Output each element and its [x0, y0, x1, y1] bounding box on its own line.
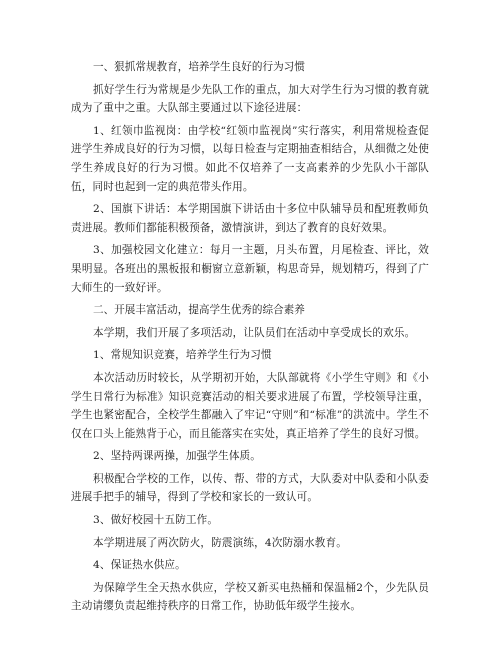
paragraph: 本学期，我们开展了多项活动，让队员们在活动中享受成长的欢乐。 — [93, 326, 416, 339]
subheading: 2、坚持两课两操，加强学生体质。 — [93, 450, 262, 463]
paragraph: 3、加强校园文化建立：每月一主题，月头布置，月尾检查、评比，效果明显。各班出的黑板报和橱窗立意新颖，构思奇异，规划精巧，得到了广大师生的一致好评。 — [71, 244, 429, 294]
subheading: 1、常规知识竞赛，培养学生行为习惯 — [93, 349, 272, 362]
subheading: 4、保证热水供应。 — [93, 559, 186, 572]
paragraph: 1、红领巾监视岗：由学校“红领巾监视岗”实行落实，利用常规检查促进学生养成良好的行为习惯，以每日检查与定期抽查相结合，从细微之处使学生养成良好的行为习惯。如此不仅培养了一支高素养的少先队小干部队伍，同时也起到一定的典范带头作用。 — [71, 124, 429, 193]
section-heading-2: 二、开展丰富活动，提高学生优秀的综合素养 — [93, 304, 305, 317]
subheading: 3、做好校园十五防工作。 — [93, 514, 219, 527]
paragraph: 积极配合学校的工作，以传、帮、带的方式，大队委对中队委和小队委进展手把手的辅导，得到了学校和家长的一致认可。 — [71, 472, 429, 504]
paragraph: 为保障学生全天热水供应，学校又新买电热桶和保温桶2个，少先队员主动请缨负责起维持秩序的日常工作，协助低年级学生接水。 — [71, 581, 429, 613]
paragraph: 本学期进展了两次防火，防震演练，4次防溺水教育。 — [93, 536, 347, 549]
paragraph: 本次活动历时较长，从学期初开始，大队部就将《小学生守则》和《小学生日常行为标准》知识竞赛活动的相关要求进展了布置，学校领导注重，学生也紧密配合，全校学生都融入了牢记“守则”和“标准”的洪流中。学生不仅在口头上能熟背于心，而且能落实在实处，真正培养了学生的良好习惯。 — [71, 371, 429, 440]
section-heading-1: 一、狠抓常规教育，培养学生良好的行为习惯 — [93, 61, 305, 73]
paragraph: 2、国旗下讲话：本学期国旗下讲话由十多位中队辅导员和配班教师负责进展。教师们都能积极预备，激情演讲，到达了教育的良好效果。 — [71, 203, 429, 234]
document-body — [71, 58, 429, 616]
paragraph: 抓好学生行为常规是少先队工作的重点，加大对学生行为习惯的教育就成为了重中之重。大队部主要通过以下途径进展： — [71, 83, 429, 115]
